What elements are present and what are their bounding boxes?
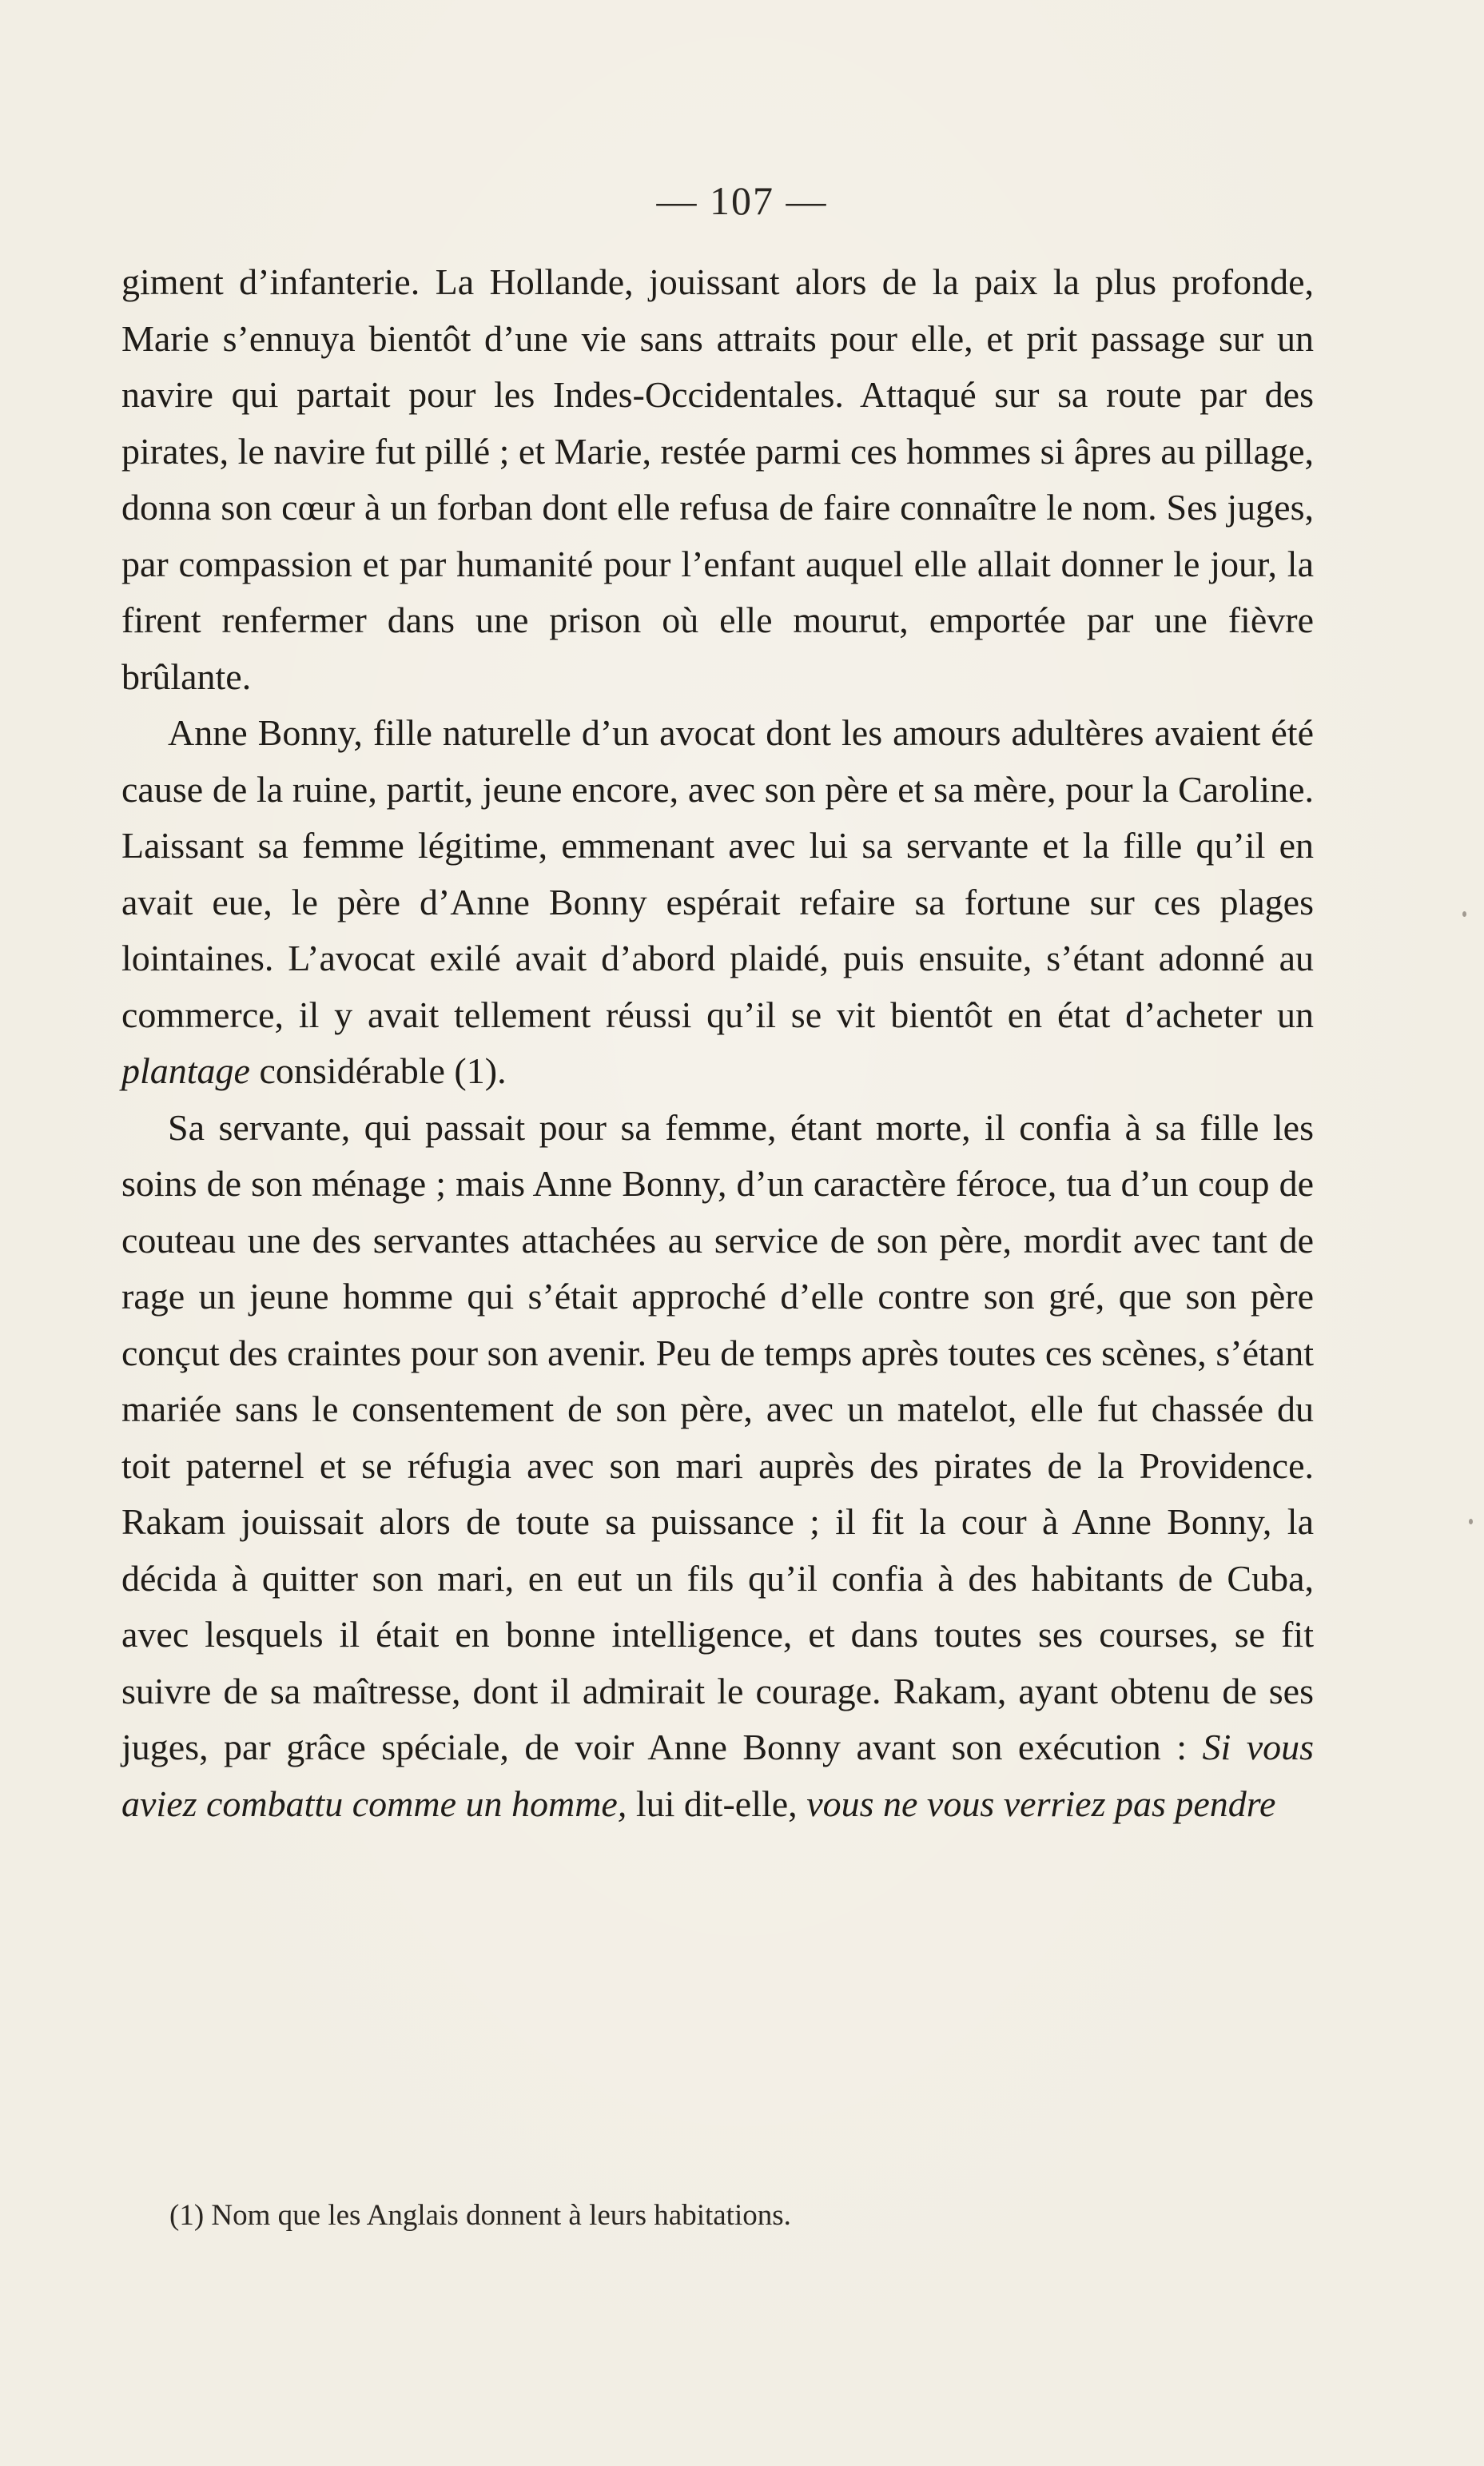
paragraph-2: [121, 705, 1314, 1100]
paragraph-2-text: Anne Bonny, fille naturelle d’un avocat dont les amours adultères avaient été cause de la ruine, partit, jeune encore, avec son père et sa mère, pour la Caroline. Laissant sa femme légitime, emmenant avec lui sa servante et la fille qu’il en avait eue, le père d’Anne Bonny espérait refaire sa fortune sur ces plages lointaines. L’avocat exilé avait d’abord plaidé, puis ensuite, s’étant adonné au commerce, il y avait tellement réussi qu’il se vit bientôt en état d’acheter un: [121, 712, 1314, 1035]
paragraph-1-text: giment d’infanterie. La Hollande, jouissant alors de la paix la plus profonde, Marie s’ennuya bientôt d’une vie sans attraits pour elle, et prit passage sur un navire qui partait pour les Indes-Occidentales. Attaqué sur sa route par des pirates, le navire fut pillé ; et Marie, restée parmi ces hommes si âpres au pillage, donna son cœur à un forban dont elle refusa de faire connaître le nom. Ses juges, par compassion et par humanité pour l’enfant auquel elle allait donner le jour, la firent renfermer dans une prison où elle mourut, emportée par une fièvre brûlante.: [121, 261, 1314, 697]
paragraph-3-after: lui dit-elle,: [627, 1783, 798, 1824]
paper-speck: [1462, 911, 1466, 917]
paragraph-1: [121, 254, 1314, 705]
paragraph-3-italic-2: vous ne vous verriez pas pendre: [806, 1783, 1276, 1824]
paragraph-3-italic: Si vous aviez combattu comme un homme,: [121, 1727, 1315, 1824]
paragraph-2-italic: plantage: [121, 1050, 250, 1091]
page-number: — 107 —: [656, 178, 828, 223]
paragraph-3-text: Sa servante, qui passait pour sa femme, étant morte, il confia à sa fille les soins de son ménage ; mais Anne Bonny, d’un caractère féroce, tua d’un coup de couteau une des servantes attachées au service de son père, mordit avec tant de rage un jeune homme qui s’était approché d’elle contre son gré, que son père conçut des craintes pour son avenir. Peu de temps après toutes ces scènes, s’étant mariée sans le consentement de son père, avec un matelot, elle fut chassée du toit paternel et se réfugia avec son mari auprès des pirates de la Providence. Rakam jouissait alors de toute sa puissance ; il fit la cour à Anne Bonny, la décida à quitter son mari, en eut un fils qu’il confia à des habitants de Cuba, avec lesquels il était en bonne intelligence, et dans toutes ses courses, se fit suivre de sa maîtresse, dont il admirait le courage. Rakam, ayant obtenu de ses juges, par grâce spéciale, de voir Anne Bonny avant son exécution :: [121, 1106, 1314, 1767]
paper-speck: [1469, 1519, 1473, 1524]
footnote: (1) Nom que les Anglais donnent à leurs habitations.: [169, 2199, 791, 2232]
paragraph-3: [121, 1100, 1314, 1833]
body-text: [121, 254, 1314, 1832]
paragraph-2-after: considérable (1).: [249, 1050, 507, 1091]
